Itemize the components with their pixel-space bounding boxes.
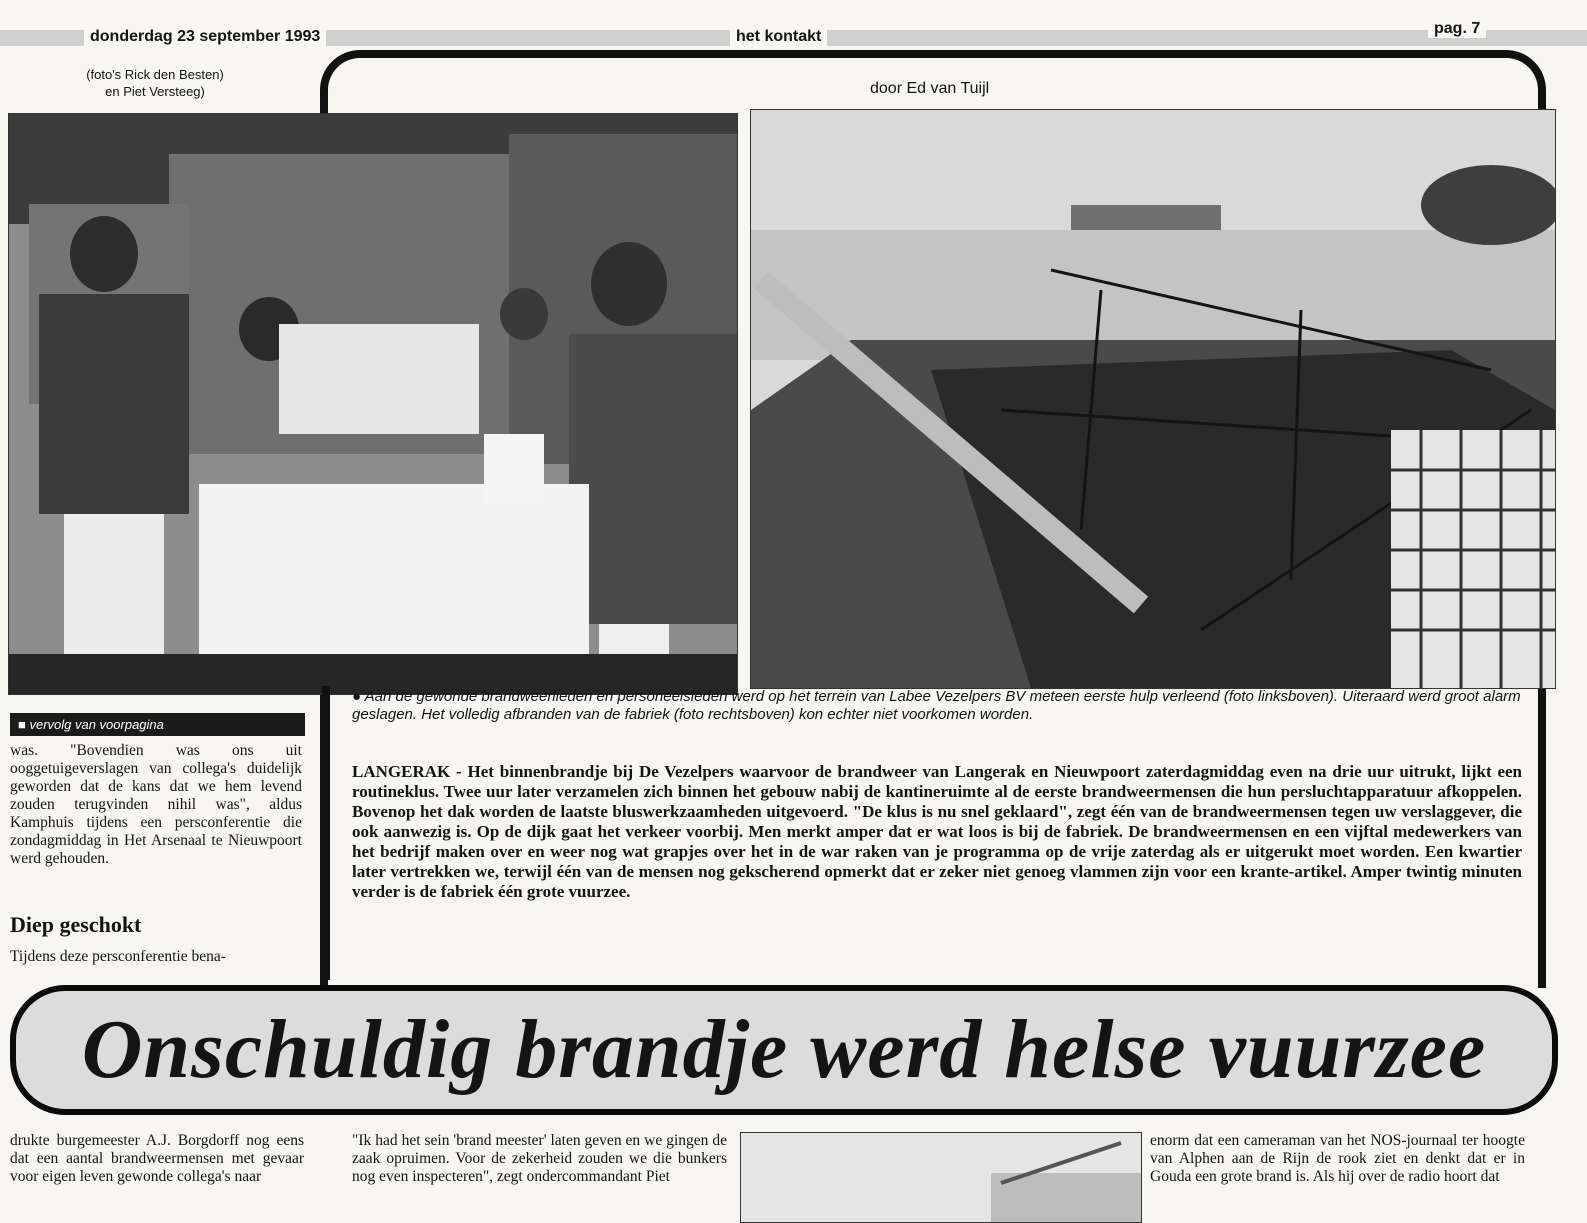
photo-first-aid xyxy=(8,113,738,695)
headline: Onschuldig brandje werd helse vuurzee xyxy=(81,1003,1487,1096)
byline: door Ed van Tuijl xyxy=(870,80,990,97)
left-column-text: was. "Bovendien was ons uit ooggetuigeverslagen van collega's duidelijk geworden dat de kans dat we hem levend zouden terugvinden nihil was", aldus Kamphuis tijdens een persconferentie die zondagmiddag in Het Arsenaal te Nieuwpoort werd gehouden. xyxy=(10,742,302,867)
bottom-column-2: "Ik had het sein 'brand meester' laten geven en we gingen de zaak opruimen. Voor de zekerheid zouden we die bunkers nog even inspecteren", zegt ondercommandant Piet xyxy=(352,1132,727,1185)
page-number: pag. 7 xyxy=(1428,20,1486,38)
photo-credit-line: (foto's Rick den Besten) xyxy=(86,67,224,82)
photo-credit-line: en Piet Versteeg) xyxy=(105,84,205,99)
continued-tag: ■ vervolg van voorpagina xyxy=(10,713,305,736)
article-lede: LANGERAK - Het binnenbrandje bij De Vezelpers waarvoor de brandweer van Langerak en Nieuwpoort zaterdagmiddag even na drie uur uitrukt, lijkt een routineklus. Twee uur later verzamelen zich binnen het gebouw nabij de kantineruimte al de eerste brandweermensen die hun persluchtapparatuur afkoppelen. Bovenop het dak worden de laatste bluswerkzaamheden uitgevoerd. "De klus is nu snel geklaard", zegt één van de brandweermensen tegen uw verslaggever, die ook aanwezig is. Op de dijk gaat het verkeer voorbij. Men merkt amper dat er wat loos is bij de fabriek. De brandweermensen en een vijftal medewerkers van het bedrijf maken over en weer nog wat grapjes over het in de war raken van je programma op de vrije zaterdag als er uitgerukt moet worden. Een kwartier later vertrekken we, terwijl één van de mensen nog gekscherend opmerkt dat er zeker niet genoeg vlammen zijn voor een krante-artikel. Amper twintig minuten verder is de fabriek één grote vuurzee. xyxy=(352,762,1522,901)
photo-bottom xyxy=(740,1132,1142,1223)
left-column-text-continued: Tijdens deze persconferentie bena- xyxy=(10,948,226,965)
bottom-column-4: enorm dat een cameraman van het NOS-journaal ter hoogte van Alphen aan de Rijn de rook ziet en denkt dat er in Gouda een grote brand is. Als hij over de radio hoort dat xyxy=(1150,1132,1525,1185)
photo-burnt-factory xyxy=(750,109,1556,689)
subheading: Diep geschokt xyxy=(10,912,142,937)
photo-credit xyxy=(60,66,250,100)
column-rule xyxy=(322,686,330,980)
photo-caption: ● Aan de gewonde brandweerlieden en personeelsleden werd op het terrein van Labee Vezelpers BV meteen eerste hulp verleend (foto linksboven). Uiteraard werd groot alarm geslagen. Het volledig afbranden van de fabriek (foto rechtsboven) kon echter niet voorkomen worden. xyxy=(352,688,1521,723)
issue-date: donderdag 23 september 1993 xyxy=(84,28,326,46)
newspaper-name: het kontakt xyxy=(730,28,827,46)
bottom-column-1: drukte burgemeester A.J. Borgdorff nog eens dat een aantal brandweermensen met gevaar voor eigen leven gewonde collega's naar xyxy=(10,1132,304,1185)
